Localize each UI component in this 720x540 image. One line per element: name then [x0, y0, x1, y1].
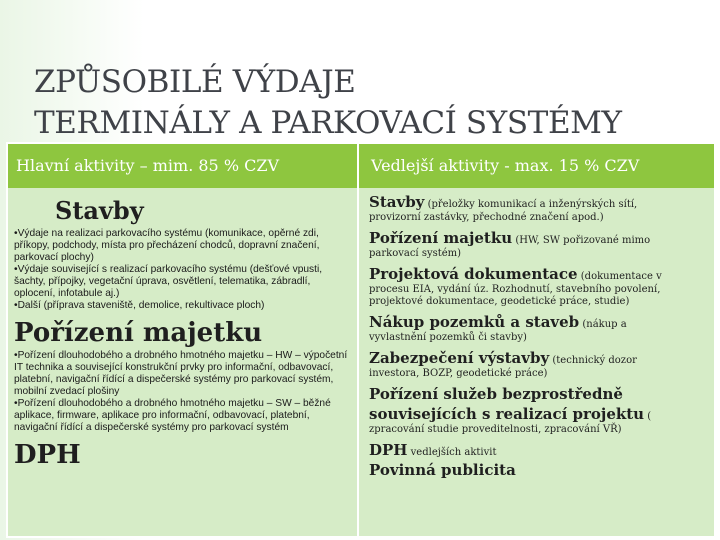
bullet-item: •Pořízení dlouhodobého a drobného hmotného majetku – SW – běžné aplikace, firmware, aplikace pro informační, odbavovací, platební, navigační řídící a dispečerské systémy pro parkovací systém: [14, 398, 331, 433]
secondary-item: [369, 312, 706, 344]
secondary-item-detail: (technický dozor: [549, 355, 637, 366]
secondary-item-title: Projektová dokumentace: [369, 265, 578, 283]
secondary-item-detail: vedlejších aktivit: [407, 447, 497, 458]
secondary-item-title: Zabezpečení výstavby: [369, 349, 550, 367]
secondary-item: [369, 348, 706, 380]
secondary-item-detail: (nákup a: [579, 319, 627, 330]
secondary-item-title: Stavby: [369, 193, 425, 211]
secondary-item: [369, 264, 706, 308]
secondary-item-detail: (: [644, 411, 652, 422]
secondary-item-detail: (dokumentace v: [577, 271, 662, 282]
secondary-item-title: DPH: [369, 441, 408, 459]
bullet-item: •Další (příprava staveniště, demolice, rekultivace ploch): [14, 300, 265, 311]
secondary-item-title: Pořízení služeb bezprostředně souvisejících s realizací projektu: [369, 385, 645, 423]
secondary-item: [369, 460, 706, 480]
secondary-item-title: Nákup pozemků a staveb: [369, 313, 580, 331]
secondary-item-continuation: vyvlastnění pozemků či stavby): [369, 332, 527, 343]
secondary-item-title: Pořízení majetku: [369, 229, 513, 247]
secondary-item-continuation: investora, BOZP, geodetické práce): [369, 368, 548, 379]
secondary-item: [369, 440, 706, 460]
stavby-bullets: [14, 228, 349, 312]
secondary-activities-column: [359, 188, 714, 536]
secondary-item: [369, 228, 706, 260]
title-line-1: ZPŮSOBILÉ VÝDAJE: [34, 64, 356, 100]
porizeni-bullets: [14, 350, 349, 434]
main-activities-column: [8, 188, 357, 536]
secondary-item: [369, 384, 706, 436]
secondary-item-continuation: procesu EIA, vydání úz. Rozhodnutí, stavebního povolení, projektové dokumentace, geodetické práce, studie): [369, 284, 661, 307]
secondary-item-continuation: zpracování studie proveditelnosti, zpracování VŘ): [369, 424, 622, 435]
bullet-item: •Pořízení dlouhodobého a drobného hmotného majetku – HW – výpočetní IT technika a související konstrukční prvky pro informační, odbavovací, platební, navigační řídící a dispečerské systémy pro parkovací systém, mobilní zvedací plošiny: [14, 350, 348, 397]
header-main-activities: Hlavní aktivity – mim. 85 % CZV: [8, 144, 357, 188]
header-secondary-activities: Vedlejší aktivity - max. 15 % CZV: [359, 144, 714, 188]
secondary-item: [369, 192, 706, 224]
bullet-item: •Výdaje související s realizací parkovacího systému (dešťové vpusti, šachty, přípojky, vegetační úprava, osvětlení, telematika, zábradlí, oplocení, infotabule aj.): [14, 264, 323, 299]
secondary-item-title: Povinná publicita: [369, 461, 516, 479]
section-stavby-title: Stavby: [55, 196, 144, 225]
title-line-2: TERMINÁLY A PARKOVACÍ SYSTÉMY: [34, 105, 622, 141]
secondary-item-detail: (přeložky komunikací a inženýrských sítí,: [424, 199, 638, 210]
section-porizeni-title: Pořízení majetku: [14, 318, 263, 348]
secondary-item-detail: (HW, SW pořizované mimo: [512, 235, 651, 246]
activities-table: [6, 142, 716, 538]
bullet-item: •Výdaje na realizaci parkovacího systému (komunikace, opěrné zdi, příkopy, podchody, místa pro přecházení chodců, dopravní značení, parkovací plochy): [14, 228, 320, 263]
slide-title: [34, 62, 714, 144]
secondary-item-continuation: parkovací systém): [369, 248, 462, 259]
section-dph-title: DPH: [14, 440, 81, 470]
secondary-item-continuation: provizorní zastávky, přechodné značení apod.): [369, 212, 604, 223]
